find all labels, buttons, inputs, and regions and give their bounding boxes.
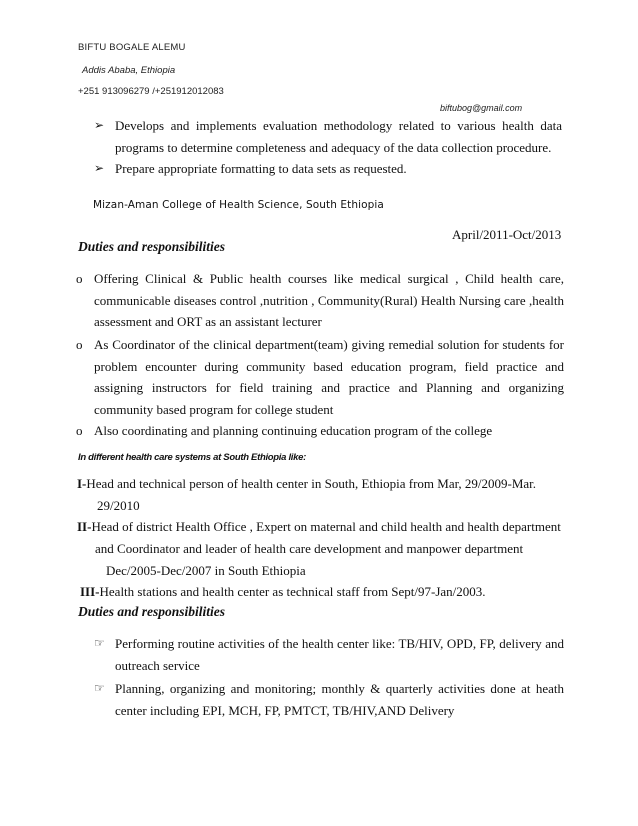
role-entry [77, 516, 561, 538]
list-item-text: Planning, organizing and monitoring; monthly & quarterly activities done at heath center including EPI, MCH, FP, PMTCT, TB/HIV,AND Delivery [115, 681, 564, 718]
list-item-text: Also coordinating and planning continuing education program of the college [94, 423, 493, 438]
resume-email-link[interactable]: biftubog@gmail.com [440, 103, 523, 113]
arrow-bullet-icon: ➢ [94, 118, 105, 132]
list-item-text: Prepare appropriate formatting to data sets as requested. [115, 161, 407, 176]
section-subheading: In different health care systems at South Ethiopia like: [78, 452, 306, 463]
list-item-text: Performing routine activities of the health center like: TB/HIV, OPD, FP, delivery and outreach service [115, 636, 564, 673]
list-item-text: Develops and implements evaluation methodology related to various health data programs to determine completeness and adequacy of the data collection procedure. [115, 118, 562, 155]
list-item [96, 115, 562, 158]
resume-phone: +251 913096279 /+251912012083 [78, 86, 224, 97]
role-entry [77, 473, 536, 495]
college-title: Mizan-Aman College of Health Science, South Ethiopia [93, 199, 384, 211]
role-text: Head and technical person of health center in South, Ethiopia from Mar, 29/2009-Mar. [86, 476, 537, 491]
pointing-hand-icon: ☞ [94, 636, 105, 650]
role-numeral: I- [77, 476, 87, 491]
list-item [76, 268, 564, 333]
role-entry-continued: and Coordinator and leader of health care development and manpower department [95, 541, 524, 556]
role-numeral: III- [80, 584, 100, 599]
role-numeral: II- [77, 519, 92, 534]
role-text: Health stations and health center as technical staff from Sept/97-Jan/2003. [99, 584, 486, 599]
list-item-text: Offering Clinical & Public health courses like medical surgical , Child health care, communicable diseases control ,nutrition , Community(Rural) Health Nursing care ,health assessment and ORT as an assistant lecturer [94, 271, 564, 329]
arrow-bullet-icon: ➢ [94, 161, 105, 175]
college-date-range: April/2011-Oct/2013 [452, 227, 562, 242]
list-item [96, 158, 562, 180]
role-entry-continued: Dec/2005-Dec/2007 in South Ethiopia [106, 563, 306, 578]
resume-location: Addis Ababa, Ethiopia [82, 65, 176, 76]
duties-heading: Duties and responsibilities [78, 604, 226, 619]
circle-bullet-icon: o [76, 271, 83, 286]
list-item [96, 633, 564, 676]
circle-bullet-icon: o [76, 423, 83, 438]
duties-heading: Duties and responsibilities [78, 239, 226, 254]
list-item [96, 678, 564, 721]
role-text: Head of district Health Office , Expert on maternal and child health and health department [91, 519, 561, 534]
list-item [76, 420, 564, 442]
role-entry-continued: 29/2010 [97, 498, 140, 513]
role-entry [80, 581, 486, 603]
list-item-text: As Coordinator of the clinical department(team) giving remedial solution for students for problem encounter during community based education program, field practice and assigning instructors for field training and practice and Planning and organizing community based program for college student [94, 337, 564, 417]
circle-bullet-icon: o [76, 337, 83, 352]
pointing-hand-icon: ☞ [94, 681, 105, 695]
resume-name: BIFTU BOGALE ALEMU [78, 42, 186, 53]
list-item [76, 334, 564, 420]
